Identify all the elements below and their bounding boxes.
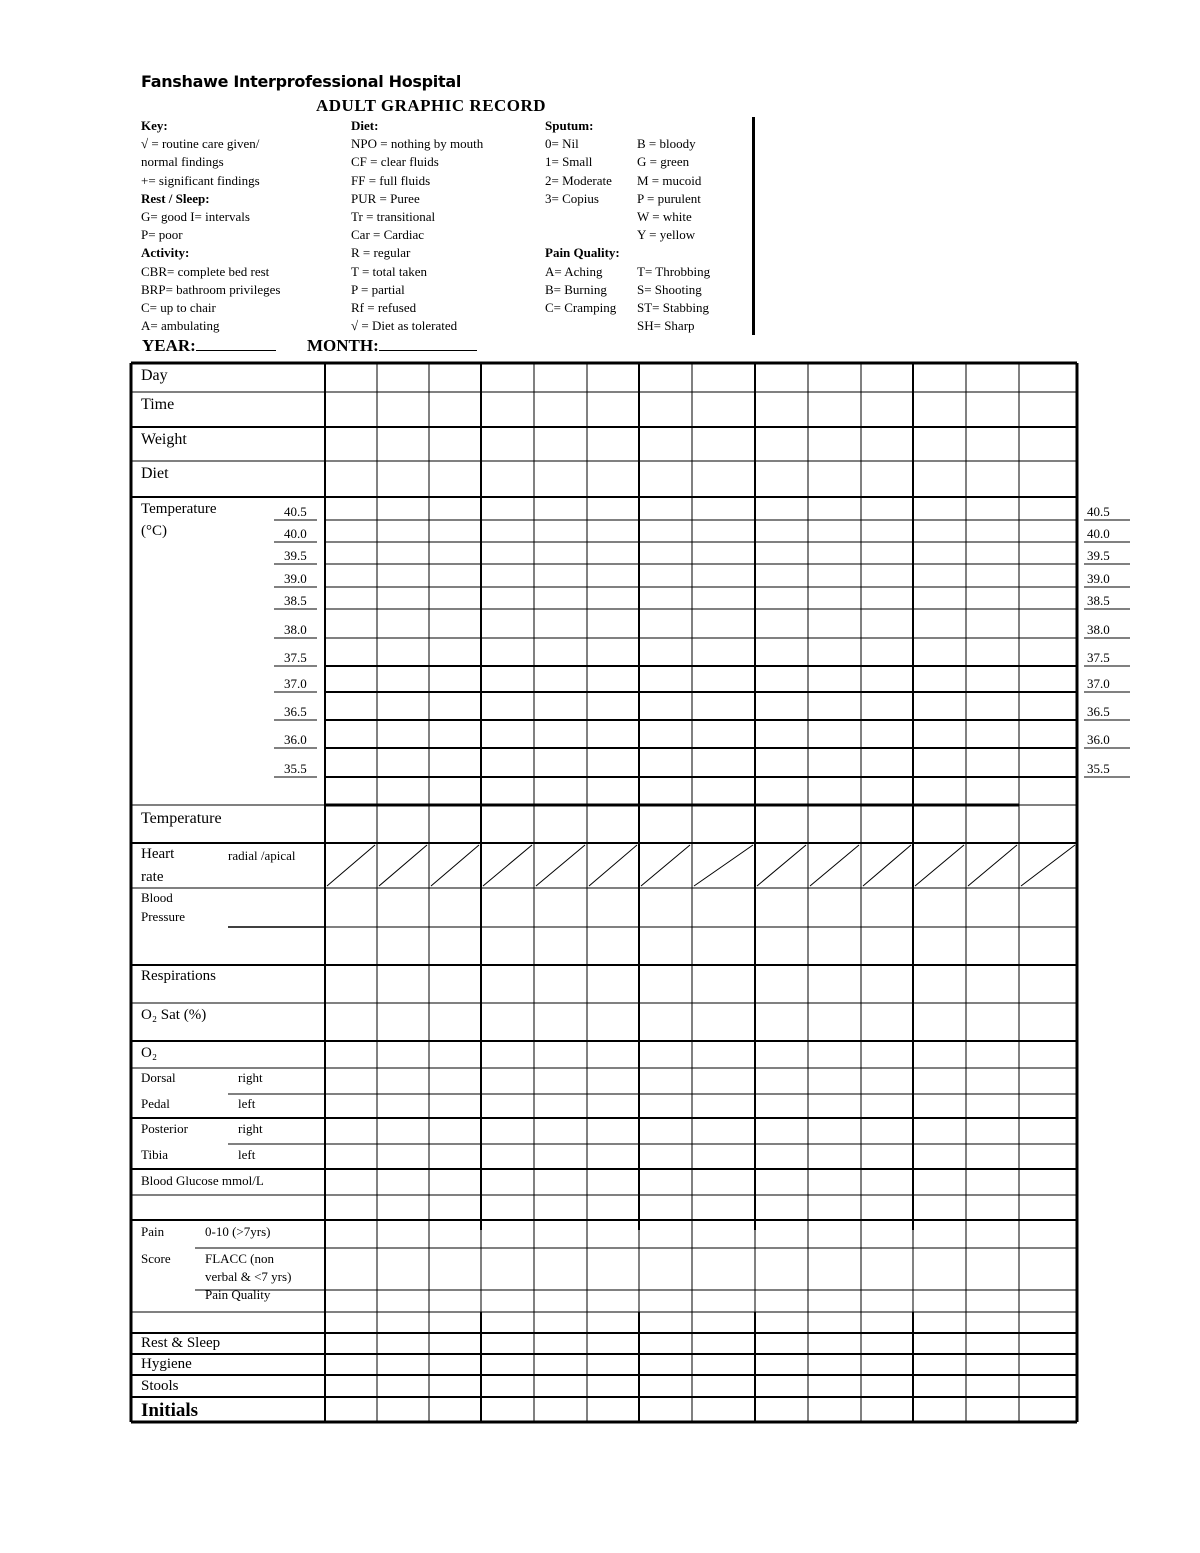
- dorsal-label: Dorsal: [141, 1070, 176, 1085]
- col3-legend-line: 2= Moderate: [545, 172, 612, 188]
- col1-legend-line: A= ambulating: [141, 318, 220, 334]
- pedal-left-label: left: [238, 1096, 256, 1111]
- col4-legend-line: S= Shooting: [637, 281, 702, 297]
- heart-rate-diagonal: [968, 845, 1017, 886]
- temperature-scale-right: 36.5: [1087, 704, 1110, 719]
- col1-legend-line: Rest / Sleep:: [141, 190, 210, 206]
- col1-legend-line: G= good I= intervals: [141, 208, 250, 224]
- temperature-scale-right: 36.0: [1087, 732, 1110, 747]
- weight-label: Weight: [141, 431, 187, 448]
- rate-label: rate: [141, 869, 164, 885]
- temperature-scale-right: 39.5: [1087, 548, 1110, 563]
- heart-rate-diagonal: [589, 845, 637, 886]
- col2-legend-line: Diet:: [351, 118, 379, 133]
- temperature-unit: (°C): [141, 523, 167, 539]
- temperature-scale-left: 38.0: [284, 622, 307, 637]
- col3-legend-line: A= Aching: [545, 263, 603, 279]
- col1-legend-line: C= up to chair: [141, 299, 216, 315]
- col4-legend-line: Y = yellow: [637, 227, 696, 243]
- pain-label: Pain: [141, 1224, 165, 1239]
- temperature-scale-right: 37.0: [1087, 676, 1110, 691]
- col3-legend-line: 0= Nil: [545, 136, 579, 152]
- temperature-scale-left: 36.0: [284, 732, 307, 747]
- time-label: Time: [141, 396, 175, 413]
- col1-legend-line: Activity:: [141, 245, 190, 261]
- col3-legend-line: Pain Quality:: [545, 245, 620, 261]
- rest-sleep-label: Rest & Sleep: [141, 1335, 221, 1351]
- col4-legend-line: G = green: [637, 154, 690, 170]
- col4-legend-line: M = mucoid: [637, 172, 702, 188]
- temperature-scale-right: 40.0: [1087, 526, 1110, 541]
- col2-legend-line: CF = clear fluids: [351, 154, 439, 170]
- heart-rate-diagonal: [483, 845, 532, 886]
- day-label: Day: [141, 367, 168, 384]
- temperature-scale-right: 37.5: [1087, 650, 1110, 665]
- heart-rate-diagonal: [810, 845, 859, 886]
- dorsal-right-label: right: [238, 1070, 263, 1085]
- posterior-label: Posterior: [141, 1121, 188, 1136]
- initials-label: Initials: [141, 1400, 199, 1421]
- hospital-name: Fanshawe Interprofessional Hospital: [141, 72, 462, 91]
- col3-legend-line: B= Burning: [545, 281, 607, 297]
- col4-legend-line: T= Throbbing: [637, 263, 711, 279]
- pressure-label: Pressure: [141, 909, 186, 924]
- col4-legend-line: B = bloody: [637, 136, 696, 152]
- heart-rate-diagonal: [694, 845, 753, 886]
- pain-scale-label: 0-10 (>7yrs): [205, 1224, 271, 1239]
- col1-legend-line: BRP= bathroom privileges: [141, 281, 281, 297]
- temperature-scale-right: 35.5: [1087, 761, 1110, 776]
- col2-legend-line: P = partial: [351, 281, 405, 297]
- heart-rate-diagonal: [641, 845, 690, 886]
- form-title: ADULT GRAPHIC RECORD: [316, 96, 547, 115]
- col2-legend-line: Tr = transitional: [351, 208, 436, 224]
- col4-legend-line: W = white: [637, 208, 692, 224]
- temperature-scale-left: 38.5: [284, 593, 307, 608]
- o2-sat-label: O₂ Sat (%): [141, 1007, 207, 1023]
- temperature-scale-left: 40.5: [284, 504, 307, 519]
- temperature-scale-right: 40.5: [1087, 504, 1110, 519]
- temperature-scale-left: 39.5: [284, 548, 307, 563]
- heart-rate-diagonal: [536, 845, 585, 886]
- heart-rate-diagonal: [1021, 845, 1075, 886]
- diet-label: Diet: [141, 465, 169, 482]
- stools-label: Stools: [141, 1378, 179, 1394]
- col2-legend-line: T = total taken: [351, 263, 428, 279]
- blood-label: Blood: [141, 890, 173, 905]
- col3-legend-line: Sputum:: [545, 118, 594, 133]
- o2-label: O₂: [141, 1045, 158, 1061]
- flacc-label-2: verbal & <7 yrs): [205, 1269, 292, 1284]
- col2-legend-line: Rf = refused: [351, 299, 417, 315]
- pain-quality-label: Pain Quality: [205, 1287, 271, 1302]
- tibia-label: Tibia: [141, 1147, 168, 1162]
- heart-label: Heart: [141, 846, 175, 862]
- heart-rate-diagonal: [863, 845, 911, 886]
- temperature-scale-right: 38.0: [1087, 622, 1110, 637]
- temperature-scale-left: 40.0: [284, 526, 307, 541]
- col1-legend-line: √ = routine care given/: [141, 136, 260, 152]
- year-label: YEAR:: [142, 336, 196, 355]
- col4-legend-line: ST= Stabbing: [637, 299, 709, 315]
- tibia-left-label: left: [238, 1147, 256, 1162]
- pedal-label: Pedal: [141, 1096, 170, 1111]
- col2-legend-line: R = regular: [351, 245, 411, 261]
- col3-legend-line: C= Cramping: [545, 299, 617, 315]
- heart-rate-diagonal: [915, 845, 964, 886]
- col1-legend-line: Key:: [141, 118, 168, 133]
- col3-legend-line: 3= Copius: [545, 190, 599, 206]
- col4-legend-line: SH= Sharp: [637, 318, 695, 334]
- temperature-row-label: Temperature: [141, 810, 222, 827]
- temperature-scale-left: 37.0: [284, 676, 307, 691]
- temperature-scale-right: 38.5: [1087, 593, 1110, 608]
- temperature-scale-right: 39.0: [1087, 571, 1110, 586]
- heart-rate-diagonal: [379, 845, 427, 886]
- heart-rate-diagonal: [757, 845, 806, 886]
- temperature-scale-left: 36.5: [284, 704, 307, 719]
- col2-legend-line: FF = full fluids: [351, 172, 431, 188]
- temperature-scale-left: 39.0: [284, 571, 307, 586]
- col1-legend-line: normal findings: [141, 154, 224, 170]
- temperature-scale-left: 35.5: [284, 761, 307, 776]
- month-label: MONTH:: [307, 336, 379, 355]
- col1-legend-line: P= poor: [141, 227, 183, 243]
- col1-legend-line: += significant findings: [141, 172, 260, 188]
- col2-legend-line: Car = Cardiac: [351, 227, 425, 243]
- flacc-label: FLACC (non: [205, 1251, 274, 1266]
- col2-legend-line: √ = Diet as tolerated: [351, 318, 458, 334]
- score-label: Score: [141, 1251, 171, 1266]
- heart-sub-label: radial /apical: [228, 848, 296, 863]
- col2-legend-line: PUR = Puree: [351, 190, 420, 206]
- heart-rate-diagonal: [327, 845, 375, 886]
- col3-legend-line: 1= Small: [545, 154, 593, 170]
- temperature-label: Temperature: [141, 501, 217, 517]
- blood-glucose-label: Blood Glucose mmol/L: [141, 1173, 264, 1188]
- col4-legend-line: P = purulent: [637, 190, 701, 206]
- temperature-scale-left: 37.5: [284, 650, 307, 665]
- hygiene-label: Hygiene: [141, 1356, 192, 1372]
- posterior-right-label: right: [238, 1121, 263, 1136]
- respirations-label: Respirations: [141, 968, 216, 984]
- heart-rate-diagonal: [431, 845, 479, 886]
- col2-legend-line: NPO = nothing by mouth: [351, 136, 484, 152]
- col1-legend-line: CBR= complete bed rest: [141, 263, 270, 279]
